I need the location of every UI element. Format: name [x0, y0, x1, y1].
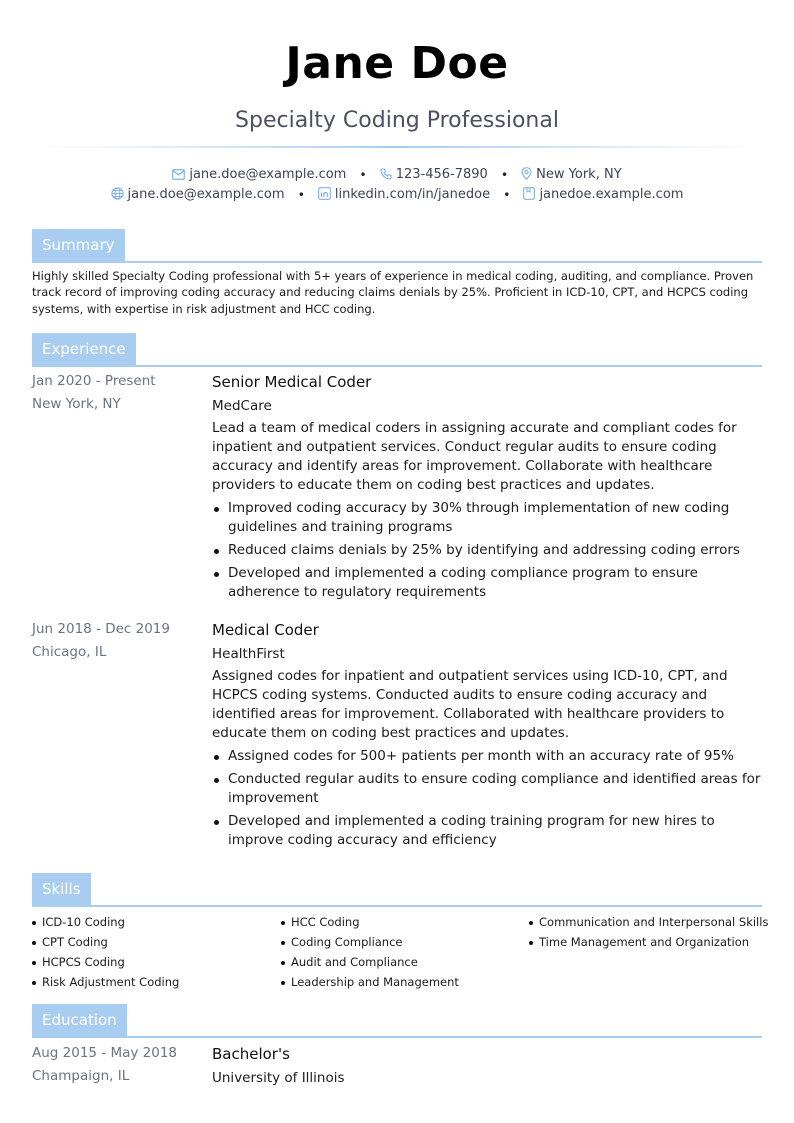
contact-linkedin[interactable]: [318, 186, 490, 204]
skill-item: Audit and Compliance: [281, 952, 459, 972]
linkedin-icon: [318, 187, 331, 200]
location-pin-icon: [521, 167, 532, 180]
skill-item: Leadership and Management: [281, 972, 459, 992]
job-title: Senior Medical Coder: [212, 373, 372, 391]
section-title-education: Education: [32, 1004, 127, 1036]
contact-location-text: New York, NY: [536, 167, 622, 182]
skills-column-2: [281, 912, 459, 992]
job-description: Assigned codes for inpatient and outpatient services using ICD-10, CPT, and HCPCS coding systems. Conducted audits to ensure coding accuracy and identified areas for improvement. Collaborated with healthcare providers to educate them on coding best practices and updates.: [212, 668, 728, 741]
education-entry: [212, 1043, 767, 1091]
skill-item: Coding Compliance: [281, 932, 459, 952]
education-meta: [32, 1042, 177, 1088]
header-divider: [40, 146, 754, 148]
experience-2: [212, 619, 767, 854]
achievement-item: Reduced claims denials by 25% by identifying and addressing coding errors: [212, 541, 767, 560]
skill-item: Risk Adjustment Coding: [32, 972, 179, 992]
experience-1: [212, 371, 767, 606]
section-education: [32, 1002, 762, 1038]
summary-text: Highly skilled Specialty Coding professional with 5+ years of experience in medical coding, auditing, and compliance. Proven track record of improving coding accuracy and reducing claims denials by 25%. Proficient in ICD-10, CPT, and HCPCS coding systems, with expertise in risk adjustment and HCC coding.: [32, 269, 754, 316]
skills-column-3: [529, 912, 768, 952]
globe-icon: [111, 187, 124, 200]
phone-icon: [380, 168, 392, 180]
skill-item: ICD-10 Coding: [32, 912, 179, 932]
experience-location: Chicago, IL: [32, 644, 107, 660]
contact-linkedin-text: linkedin.com/in/janedoe: [334, 187, 491, 202]
section-title-summary: Summary: [32, 229, 125, 261]
separator-dot: •: [297, 188, 305, 202]
contact-phone[interactable]: [380, 166, 488, 184]
separator-dot: •: [503, 188, 511, 202]
contact-row-2: [0, 186, 794, 205]
job-title: Medical Coder: [212, 621, 319, 639]
resume-title: Specialty Coding Professional: [235, 108, 559, 133]
achievement-list: [212, 499, 767, 602]
education-dates: Aug 2015 - May 2018: [32, 1045, 178, 1061]
section-skills: [32, 871, 762, 907]
contact-portfolio[interactable]: [523, 186, 683, 204]
mail-icon: [172, 169, 185, 180]
skill-item: Time Management and Organization: [529, 932, 768, 952]
company-name: HealthFirst: [212, 646, 285, 662]
achievement-item: Developed and implemented a coding compliance program to ensure adherence to regulatory requirements: [212, 564, 767, 602]
section-title-skills: Skills: [32, 873, 91, 905]
contact-website-text: jane.doe@example.com: [127, 187, 285, 202]
contact-phone-text: 123-456-7890: [395, 167, 488, 182]
school-name: University of Illinois: [212, 1070, 345, 1086]
skill-item: Communication and Interpersonal Skills: [529, 912, 768, 932]
achievement-item: Improved coding accuracy by 30% through implementation of new coding guidelines and training programs: [212, 499, 767, 537]
company-name: MedCare: [212, 398, 272, 414]
experience-1-meta: [32, 370, 156, 416]
degree-name: Bachelor's: [212, 1045, 290, 1063]
section-title-experience: Experience: [32, 333, 136, 365]
education-location: Champaign, IL: [32, 1068, 130, 1084]
experience-dates: Jan 2020 - Present: [32, 373, 156, 389]
skill-item: HCPCS Coding: [32, 952, 179, 972]
experience-dates: Jun 2018 - Dec 2019: [32, 621, 170, 637]
separator-dot: •: [500, 168, 509, 182]
portfolio-icon: [523, 187, 535, 200]
section-experience: [32, 331, 762, 367]
contact-website[interactable]: [111, 186, 285, 204]
job-description: Lead a team of medical coders in assigning accurate and compliant codes for inpatient and outpatient services. Conduct regular audits to ensure coding accuracy and identify areas for improvement. Collaborate with healthcare providers to educate them on coding best practices and updates.: [212, 420, 737, 493]
separator-dot: •: [359, 168, 367, 182]
section-summary: [32, 227, 762, 263]
achievement-item: Developed and implemented a coding training program for new hires to improve coding accuracy and efficiency: [212, 812, 767, 850]
skills-column-1: [32, 912, 179, 992]
contact-email[interactable]: [172, 166, 346, 184]
contact-email-text: jane.doe@example.com: [189, 167, 347, 182]
contact-row-1: [0, 166, 794, 185]
experience-location: New York, NY: [32, 396, 121, 412]
skill-item: CPT Coding: [32, 932, 179, 952]
achievement-item: Assigned codes for 500+ patients per month with an accuracy rate of 95%: [212, 747, 767, 766]
resume-name: Jane Doe: [285, 38, 509, 89]
contact-location: [521, 166, 621, 184]
experience-2-meta: [32, 618, 170, 664]
contact-portfolio-text: janedoe.example.com: [539, 187, 684, 202]
skill-item: HCC Coding: [281, 912, 459, 932]
achievement-list: [212, 747, 767, 850]
achievement-item: Conducted regular audits to ensure coding compliance and identified areas for improvement: [212, 770, 767, 808]
